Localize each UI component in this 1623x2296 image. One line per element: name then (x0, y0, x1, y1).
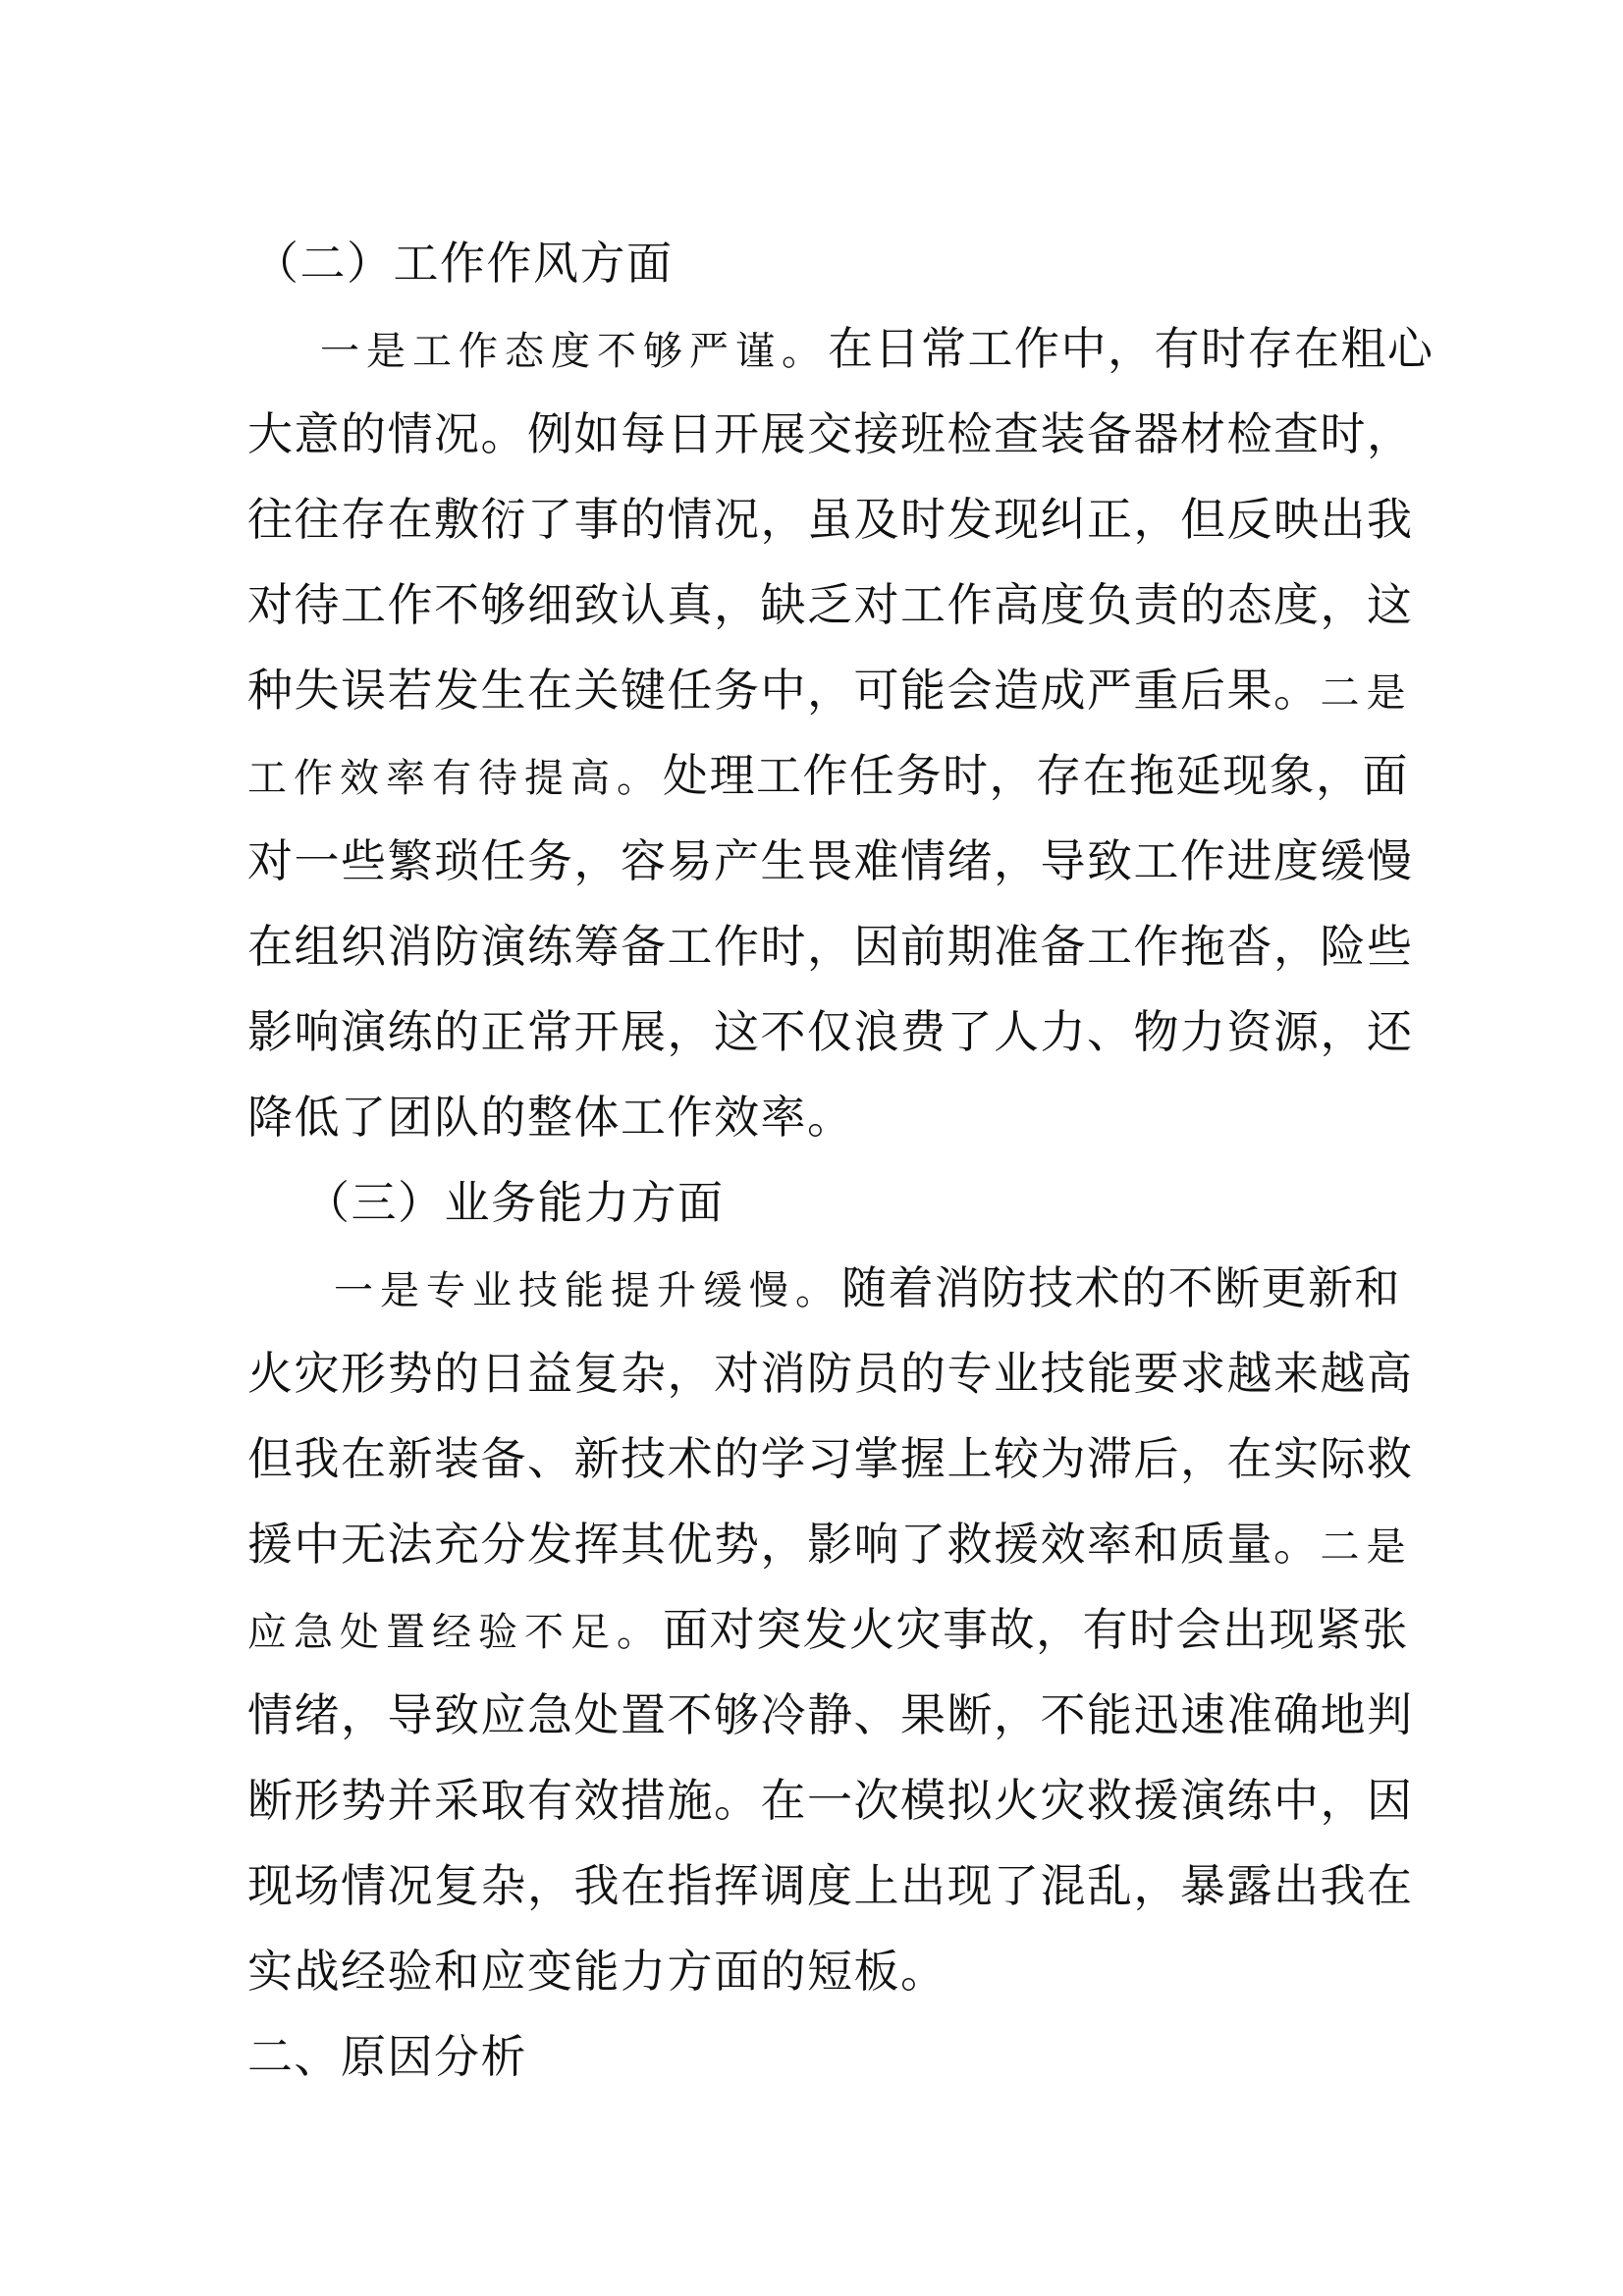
line-text: 影响演练的正常开展，这不仅浪费了人力、物力资源，还 (247, 1005, 1414, 1058)
heading-text: （三）业务能力方面 (304, 1176, 725, 1229)
line-text: 种失误若发生在关键任务中，可能会造成严重后果。 (247, 664, 1321, 717)
paragraph-line (247, 818, 1414, 904)
line-text: 实战经验和应变能力方面的短板。 (247, 1945, 947, 1998)
heading-text: 二、原因分析 (247, 2030, 527, 2083)
section-heading-cause-analysis (247, 2013, 1386, 2100)
line-text: 降低了团队的整体工作效率。 (247, 1091, 854, 1144)
line-text: 但我在新装备、新技术的学习掌握上较为滞后，在实际救 (247, 1432, 1414, 1485)
paragraph-line (247, 561, 1414, 648)
paragraph-line (247, 732, 1409, 819)
section-heading-business-ability (304, 1159, 1443, 1246)
paragraph-line (247, 1842, 1414, 1929)
paragraph-line (247, 476, 1414, 562)
paragraph-line (247, 988, 1414, 1075)
line-text: 对一些繁琐任务，容易产生畏难情绪，导致工作进度缓慢 (247, 834, 1414, 887)
paragraph-line (247, 647, 1413, 733)
lead-phrase: 一是工作态度不够严谨。 (320, 329, 828, 374)
lead-phrase: 一是专业技能提升缓慢。 (334, 1268, 841, 1313)
lead-phrase: 应急处置经验不足。 (247, 1610, 663, 1655)
paragraph-line (247, 1672, 1414, 1758)
line-text: 在组织消防演练筹备工作时，因前期准备工作拖沓，险些 (247, 920, 1414, 973)
line-text: 情绪，导致应急处置不够冷静、果断，不能迅速准确地判 (247, 1688, 1414, 1741)
line-text: 断形势并采取有效措施。在一次模拟火灾救援演练中，因 (247, 1774, 1414, 1827)
paragraph-line (247, 1330, 1414, 1416)
line-text: 在日常工作中，有时存在粗心 (828, 322, 1434, 375)
line-text: 随着消防技术的不断更新和 (841, 1261, 1401, 1314)
line-text: 往往存在敷衍了事的情况，虽及时发现纠正，但反映出我 (247, 493, 1414, 546)
paragraph-line (247, 1586, 1409, 1673)
lead-phrase: 二是 (1320, 670, 1413, 716)
line-text: 现场情况复杂，我在指挥调度上出现了混乱，暴露出我在 (247, 1859, 1414, 1912)
paragraph-line (247, 391, 1414, 477)
section-heading-work-style (253, 220, 1392, 306)
line-text: 处理工作任务时，存在拖延现象，面 (663, 749, 1409, 802)
line-text: 大意的情况。例如每日开展交接班检查装备器材检查时， (247, 407, 1414, 460)
paragraph-line (247, 903, 1414, 989)
line-text: 火灾形势的日益复杂，对消防员的专业技能要求越来越高 (247, 1347, 1414, 1400)
paragraph-line (334, 1245, 1401, 1331)
heading-text: （二）工作作风方面 (253, 237, 674, 290)
paragraph-line (247, 1074, 1386, 1160)
lead-phrase: 工作效率有待提高。 (247, 756, 663, 801)
line-text: 援中无法充分发挥其优势，影响了救援效率和质量。 (247, 1518, 1321, 1571)
paragraph-line (247, 1501, 1413, 1587)
line-text: 面对突发火灾事故，有时会出现紧张 (663, 1603, 1409, 1656)
lead-phrase: 二是 (1320, 1524, 1413, 1570)
paragraph-line (247, 1757, 1414, 1843)
line-text: 对待工作不够细致认真，缺乏对工作高度负责的态度，这 (247, 578, 1414, 631)
paragraph-line (320, 305, 1434, 392)
paragraph-line (247, 1928, 1386, 2014)
paragraph-line (247, 1415, 1414, 1502)
